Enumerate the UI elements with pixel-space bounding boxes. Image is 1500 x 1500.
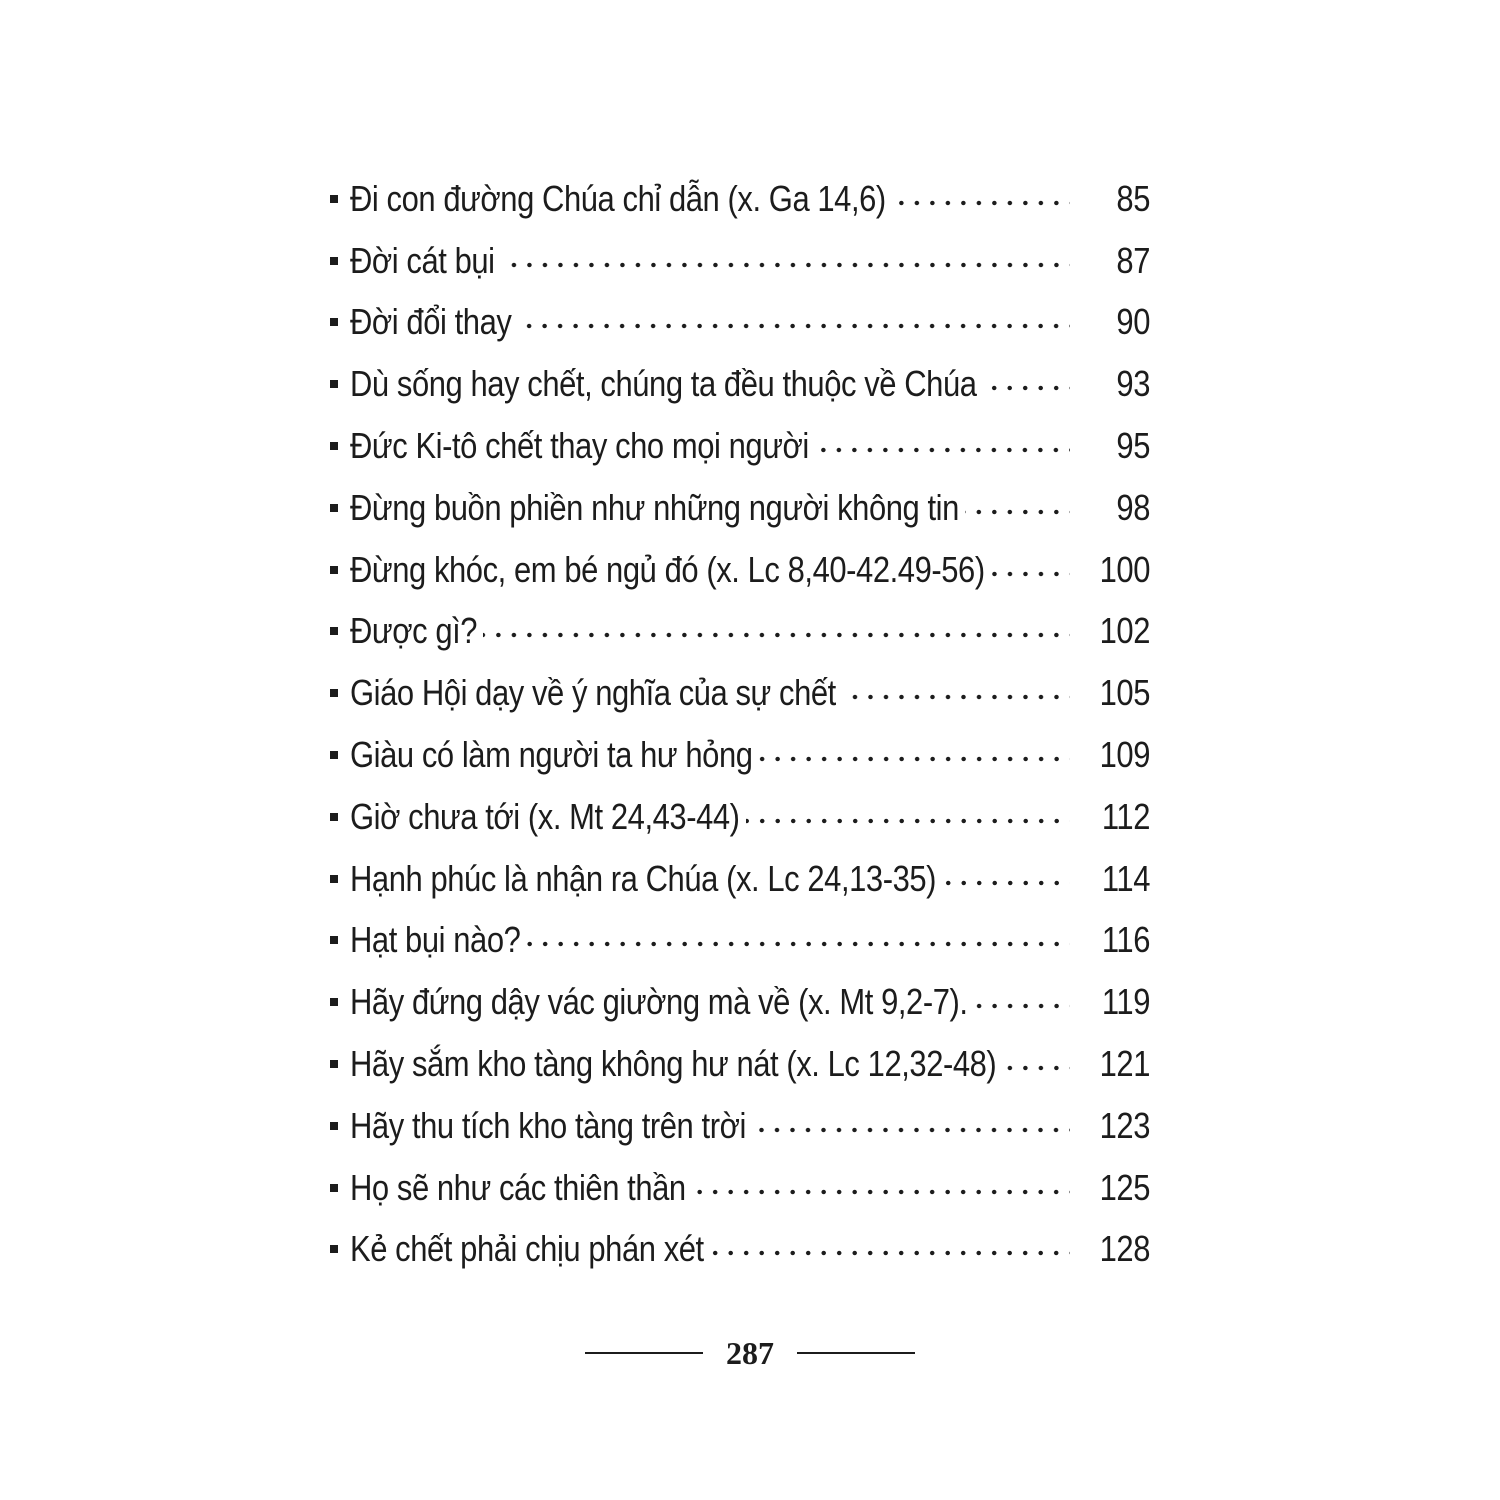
toc-entry [330, 230, 1150, 292]
bullet-icon [330, 566, 338, 574]
toc-entry-title: Hạt bụi nào? [350, 919, 521, 961]
bullet-icon [330, 442, 338, 450]
toc-entry-title: Hạnh phúc là nhận ra Chúa (x. Lc 24,13-35) [350, 857, 937, 899]
footer-rule-left [585, 1352, 703, 1354]
toc-entry-page: 114 [1101, 857, 1150, 899]
toc-entry-page: 85 [1116, 177, 1150, 219]
toc-entry [330, 353, 1150, 415]
toc-entry-page: 95 [1116, 425, 1150, 467]
toc-entry [330, 1157, 1150, 1219]
toc-entry-title: Giàu có làm người ta hư hỏng [350, 734, 753, 776]
bullet-icon [330, 257, 338, 265]
toc-entry-title: Đừng buồn phiền như những người không tin [350, 486, 959, 528]
toc-entry-page: 98 [1116, 486, 1150, 528]
dot-leader [814, 428, 1070, 464]
toc-entry [330, 1095, 1150, 1157]
toc-entry-page: 128 [1099, 1228, 1150, 1270]
dot-leader [991, 552, 1070, 588]
dot-leader [527, 922, 1070, 958]
toc-entry [330, 601, 1150, 663]
toc-entry-page: 125 [1099, 1166, 1150, 1208]
toc-entry [330, 662, 1150, 724]
toc-title-wrap [350, 487, 1070, 529]
bullet-icon [330, 195, 338, 203]
dot-leader [752, 1108, 1070, 1144]
footer-rule-right [797, 1352, 915, 1354]
toc-entry-page: 90 [1116, 301, 1150, 343]
toc-entry-page: 105 [1099, 672, 1150, 714]
bullet-icon [330, 318, 338, 326]
toc-entry-page: 121 [1099, 1043, 1150, 1085]
toc-entry-title: Hãy sắm kho tàng không hư nát (x. Lc 12,32-48) [350, 1043, 997, 1085]
toc-entry-page: 112 [1101, 795, 1150, 837]
toc-title-wrap [350, 178, 1070, 220]
toc-entry-page: 102 [1099, 610, 1150, 652]
dot-leader [746, 799, 1070, 835]
toc-title-wrap [350, 1167, 1070, 1209]
toc-entry [330, 415, 1150, 477]
toc-entry-title: Kẻ chết phải chịu phán xét [350, 1228, 704, 1270]
toc-entry [330, 477, 1150, 539]
toc-entry-title: Dù sống hay chết, chúng ta đều thuộc về Chúa [350, 363, 977, 405]
dot-leader [982, 366, 1070, 402]
dot-leader [1002, 1046, 1070, 1082]
toc-title-wrap [350, 858, 1070, 900]
toc-entry-title: Giáo Hội dạy về ý nghĩa của sự chết [350, 672, 836, 714]
page-footer [585, 1330, 915, 1376]
toc-entry-title: Đức Ki-tô chết thay cho mọi người [350, 425, 809, 467]
toc-title-wrap [350, 672, 1070, 714]
toc-title-wrap [350, 425, 1070, 467]
toc-entry [330, 786, 1150, 848]
toc-title-wrap [350, 610, 1070, 652]
bullet-icon [330, 875, 338, 883]
toc-entry-title: Giờ chưa tới (x. Mt 24,43-44) [350, 795, 740, 837]
page-number: 287 [726, 1334, 774, 1371]
toc-entry-title: Hãy đứng dậy vác giường mà về (x. Mt 9,2-7). [350, 981, 968, 1023]
toc-entry [330, 971, 1150, 1033]
toc-title-wrap [350, 1043, 1070, 1085]
dot-leader [517, 304, 1070, 340]
toc-entry [330, 168, 1150, 230]
toc-title-wrap [350, 363, 1070, 405]
toc-entry-title: Hãy thu tích kho tàng trên trời [350, 1104, 746, 1146]
dot-leader [692, 1170, 1070, 1206]
toc-entry [330, 292, 1150, 354]
toc-entry-page: 87 [1116, 239, 1150, 281]
bullet-icon [330, 1184, 338, 1192]
bullet-icon [330, 1122, 338, 1130]
toc-title-wrap [350, 240, 1070, 282]
toc-entry-page: 116 [1101, 919, 1150, 961]
dot-leader [965, 490, 1070, 526]
toc-entry-title: Được gì? [350, 610, 478, 652]
bullet-icon [330, 1060, 338, 1068]
dot-leader [842, 675, 1070, 711]
bullet-icon [330, 504, 338, 512]
bullet-icon [330, 751, 338, 759]
toc-entry [330, 1219, 1150, 1281]
toc-entry-title: Đi con đường Chúa chỉ dẫn (x. Ga 14,6) [350, 177, 886, 219]
dot-leader [892, 181, 1070, 217]
dot-leader [974, 984, 1070, 1020]
bullet-icon [330, 380, 338, 388]
dot-leader [710, 1231, 1070, 1267]
bullet-icon [330, 936, 338, 944]
toc-entry-page: 119 [1101, 981, 1150, 1023]
toc-title-wrap [350, 919, 1070, 961]
table-of-contents [330, 168, 1150, 1280]
toc-entry [330, 910, 1150, 972]
bullet-icon [330, 1245, 338, 1253]
dot-leader [483, 613, 1070, 649]
toc-title-wrap [350, 1105, 1070, 1147]
toc-entry-title: Đời cát bụi [350, 239, 495, 281]
toc-entry-page: 100 [1099, 548, 1150, 590]
bullet-icon [330, 627, 338, 635]
toc-entry-title: Họ sẽ như các thiên thần [350, 1166, 686, 1208]
toc-entry-title: Đừng khóc, em bé ngủ đó (x. Lc 8,40-42.49-56) [350, 548, 985, 590]
bullet-icon [330, 998, 338, 1006]
toc-entry [330, 848, 1150, 910]
dot-leader [943, 861, 1070, 897]
toc-entry-page: 109 [1099, 734, 1150, 776]
toc-title-wrap [350, 734, 1070, 776]
dot-leader [501, 243, 1070, 279]
toc-title-wrap [350, 796, 1070, 838]
toc-entry [330, 539, 1150, 601]
toc-title-wrap [350, 981, 1070, 1023]
toc-title-wrap [350, 1228, 1070, 1270]
toc-entry-page: 123 [1099, 1104, 1150, 1146]
toc-title-wrap [350, 301, 1070, 343]
toc-entry-title: Đời đổi thay [350, 301, 512, 343]
toc-entry [330, 1033, 1150, 1095]
bullet-icon [330, 813, 338, 821]
toc-title-wrap [350, 549, 1070, 591]
toc-entry-page: 93 [1116, 363, 1150, 405]
toc-entry [330, 724, 1150, 786]
bullet-icon [330, 689, 338, 697]
dot-leader [759, 737, 1070, 773]
